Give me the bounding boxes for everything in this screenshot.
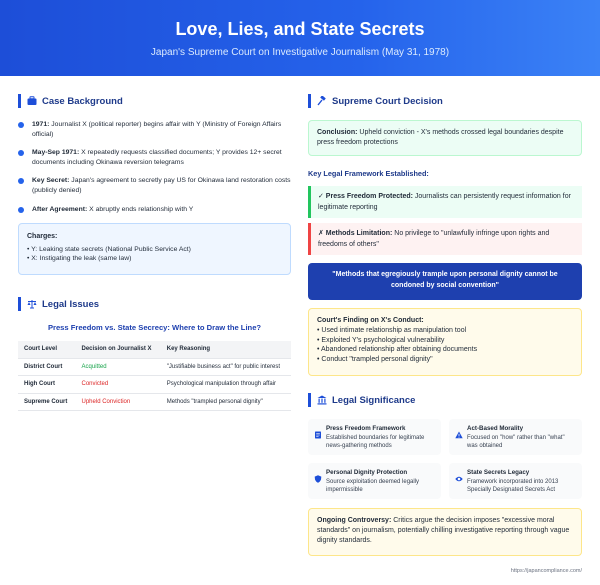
table-row: Supreme Court Upheld Conviction Methods "trampled personal dignity" — [18, 393, 291, 411]
table-row: High Court Convicted Psychological manipulation through affair — [18, 376, 291, 394]
timeline-item: May-Sep 1971: X repeatedly requests classified documents; Y provides 12+ secret documents including Okinawa reversion telegrams — [18, 148, 291, 167]
right-column — [308, 94, 582, 556]
document-icon — [314, 426, 322, 434]
gavel-icon — [317, 96, 327, 106]
decision-cell: Convicted — [76, 376, 161, 394]
timeline — [18, 120, 291, 214]
significance-heading: Legal Significance — [308, 393, 582, 407]
list-item: • Conduct "trampled personal dignity" — [317, 356, 433, 364]
left-column — [18, 94, 291, 411]
legal-issues-heading: Legal Issues — [18, 297, 291, 311]
decision-cell: Acquitted — [76, 358, 161, 376]
court-finding-box: Court's Finding on X's Conduct: • Used intimate relationship as manipulation tool • Exploited Y's psychological vulnerability • Abandoned relationship after obtaining documents • Conduct "trampled personal dignity" — [308, 308, 582, 376]
page-subtitle: Japan's Supreme Court on Investigative Journalism (May 31, 1978) — [150, 47, 450, 58]
framework-title: Key Legal Framework Established: — [308, 169, 429, 178]
decision-heading: Supreme Court Decision — [308, 94, 582, 108]
briefcase-icon — [27, 96, 37, 106]
page-header — [0, 0, 600, 76]
controversy-box: Ongoing Controversy: Critics argue the decision imposes "excessive moral standards" on journalism, potentially chilling investigative reporting through vague dignity standards. — [308, 508, 582, 556]
page-title: Love, Lies, and State Secrets — [175, 19, 425, 39]
significance-card: State Secrets Legacy Framework incorporated into 2013 Specially Designated Secrets Act — [449, 463, 582, 499]
press-freedom-box: ✓ Press Freedom Protected: Journalists can persistently request information for legitimate reporting — [308, 186, 582, 218]
timeline-item: 1971: Journalist X (political reporter) begins affair with Y (Ministry of Foreign Affairs official) — [18, 120, 291, 139]
footer-url: https://japancompliance.com/ — [510, 568, 582, 574]
significance-card: Personal Dignity Protection Source exploitation deemed legally impermissible — [308, 463, 441, 499]
methods-limitation-box: ✗ Methods Limitation: No privilege to "unlawfully infringe upon rights and freedoms of others" — [308, 223, 582, 255]
significance-card: Press Freedom Framework Established boundaries for legitimate news-gathering methods — [308, 419, 441, 455]
legal-issues-subtitle: Press Freedom vs. State Secrecy: Where to Draw the Line? — [47, 323, 262, 333]
column-header: Decision on Journalist X — [76, 341, 161, 358]
conclusion-box: Conclusion: Upheld conviction - X's methods crossed legal boundaries despite press freedom protections — [308, 120, 582, 156]
significance-grid — [308, 419, 582, 499]
list-item: • Used intimate relationship as manipulation tool — [317, 326, 467, 334]
court-decisions-table — [18, 341, 291, 411]
significance-card: Act-Based Morality Focused on "how" rather than "what" was obtained — [449, 419, 582, 455]
list-item: • Exploited Y's psychological vulnerability — [317, 336, 445, 344]
shield-icon — [314, 470, 322, 478]
warning-icon — [455, 426, 463, 434]
timeline-item: After Agreement: X abruptly ends relationship with Y — [18, 205, 291, 215]
court-quote: "Methods that egregiously trample upon personal dignity cannot be condoned by social convention" — [308, 263, 582, 300]
scales-icon — [27, 299, 37, 309]
table-header-row — [18, 341, 291, 358]
column-header: Key Reasoning — [161, 341, 291, 358]
case-background-heading: Case Background — [18, 94, 291, 108]
eye-icon — [455, 470, 463, 478]
institution-icon — [317, 395, 327, 405]
charges-box: Charges: • Y: Leaking state secrets (National Public Service Act) • X: Instigating the leak (same law) — [18, 223, 291, 275]
table-row: District Court Acquitted "Justifiable business act" for public interest — [18, 358, 291, 376]
timeline-item: Key Secret: Japan's agreement to secretly pay US for Okinawa land restoration costs (publicly denied) — [18, 176, 291, 195]
column-header: Court Level — [18, 341, 76, 358]
list-item: • Abandoned relationship after obtaining documents — [317, 346, 478, 354]
decision-cell: Upheld Conviction — [76, 393, 161, 411]
